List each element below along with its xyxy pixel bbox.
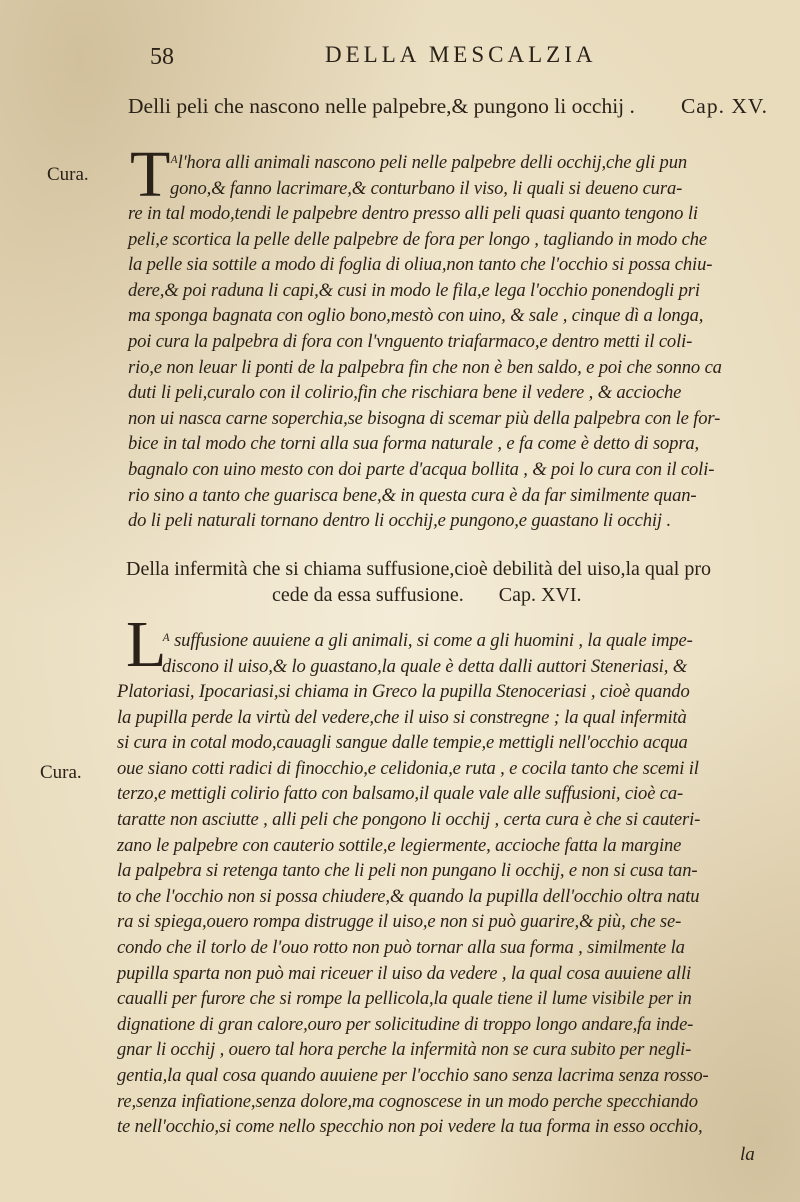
text-line: ma sponga bagnata con oglio bono,mestò con uino, & sale , cinque dì a longa,: [128, 305, 704, 327]
chapter-15-number: Cap. XV.: [680, 94, 768, 118]
catchword: la: [740, 1144, 755, 1165]
chapter-15-title-text: Delli peli che nascono nelle palpebre,& pungono li occhij .: [128, 94, 635, 118]
text-line: la pelle sia sottile a modo di foglia di oliua,non tanto che l'occhio si possa chiu-: [128, 254, 713, 276]
text-line: duti li peli,curalo con il colirio,fin che rischiara bene il vedere , & accioche: [128, 382, 682, 404]
chapter-16-number: Cap. XVI.: [498, 584, 582, 606]
text-line: la pupilla perde la virtù del vedere,che il uiso si constregne ; la qual infermità: [117, 706, 687, 728]
text-line: te nell'occhio,si come nello specchio non poi vedere la tua forma in esso occhio,: [117, 1116, 703, 1138]
text-line: do li peli naturali tornano dentro li occhij,e pungono,e guastano li occhij .: [128, 510, 671, 532]
text-line: zano le palpebre con cauterio sottile,e legiermente, accioche fatta la margine: [117, 834, 682, 856]
text-line: gnar li occhij , ouero tal hora perche la infermità non se cura subito per negli-: [117, 1039, 692, 1061]
text-line: dignatione di gran calore,ouro per solicitudine di troppo longo andare,fa inde-: [117, 1013, 694, 1035]
chapter-16-title-line-1: Della infermità che si chiama suffusione,cioè debilità del uiso,la qual pro: [126, 558, 711, 580]
text-line: discono il uiso,& lo guastano,la quale è detta dalli auttori Steneriasi, &: [162, 655, 688, 677]
text-line: ᴬl'hora alli animali nascono peli nelle palpebre delli occhij,che gli pun: [170, 152, 687, 173]
chapter-16-dropcap: L: [126, 608, 167, 681]
text-line: caualli per furore che si rompe la pellicola,la quale tiene il lume visibile per in: [117, 988, 692, 1010]
text-line: rio sino a tanto che guarisca bene,& in questa cura è da far similmente quan-: [128, 484, 697, 506]
text-line: taratte non asciutte , alli peli che pongono li occhij , certa cura è che si cauteri-: [117, 808, 701, 830]
text-line: peli,e scortica la pelle delle palpebre de fora per longo , tagliando in modo che: [128, 228, 707, 250]
chapter-16-text-head: [162, 628, 693, 679]
text-line: gono,& fanno lacrimare,& conturbano il viso, li quali si deueno cura-: [170, 177, 683, 199]
text-line: pupilla sparta non può mai riceuer il uiso da vedere , la qual cosa auuiene alli: [117, 962, 691, 984]
chapter-15-title: [128, 94, 768, 119]
chapter-16-title: [126, 556, 786, 608]
text-line: non ui nasca carne soperchia,se bisogna di scemar più della palpebra con le for-: [128, 407, 721, 429]
text-line: re,senza infiatione,senza dolore,ma cognoscese in un modo perche specchiando: [117, 1090, 698, 1112]
text-line: terzo,e mettigli colirio fatto con balsamo,il quale vale alle suffusioni, cioè ca-: [117, 783, 684, 805]
text-line: dere,& poi raduna li capi,& cusi in modo le fila,e lega l'occhio ponendogli pri: [128, 279, 700, 301]
chapter-16-text-body: [117, 679, 709, 1140]
text-line: si cura in cotal modo,cauagli sangue dalle tempie,e mettigli nell'occhio acqua: [117, 732, 688, 754]
text-line: condo che il torlo de l'ouo rotto non può tornar alla sua forma , similmente la: [117, 936, 685, 958]
running-head: DELLA MESCALZIA: [325, 42, 597, 67]
text-line: re in tal modo,tendi le palpebre dentro presso alli peli quasi quanto tengono li: [128, 203, 698, 224]
page-number: 58: [150, 44, 174, 70]
chapter-15-dropcap: T: [130, 138, 171, 211]
text-line: ᴬ suffusione auuiene a gli animali, si come a gli huomini , la quale impe-: [162, 630, 693, 651]
chapter-16-title-line-2: [126, 582, 786, 608]
chapter-16-title-line-2-text: cede da essa suffusione.: [272, 584, 464, 606]
text-line: ra si spiega,ouero rompa distrugge il uiso,e non si può guarire,& più, che se-: [117, 911, 682, 933]
text-line: to che l'occhio non si possa chiudere,& quando la pupilla dell'occhio oltra natu: [117, 885, 700, 907]
text-line: bice in tal modo che torni alla sua forma naturale , e fa come è detto di sopra,: [128, 433, 700, 455]
text-line: Platoriasi, Ipocariasi,si chiama in Greco la pupilla Stenoceriasi , cioè quando: [117, 681, 690, 702]
text-line: bagnalo con uino mesto con doi parte d'acqua bollita , & poi lo cura con il coli-: [128, 458, 715, 480]
margin-note-cura-1: Cura.: [47, 164, 89, 185]
text-line: la palpebra si retenga tanto che li peli non pungano li occhij, e non si cusa tan-: [117, 860, 698, 882]
text-line: rio,e non leuar li ponti de la palpebra fin che non è ben saldo, e poi che sonno ca: [128, 356, 722, 378]
text-line: oue siano cotti radici di finocchio,e celidonia,e ruta , e cocila tanto che scemi il: [117, 757, 699, 779]
margin-note-cura-2: Cura.: [40, 762, 82, 783]
chapter-15-text-head: [170, 150, 687, 201]
text-line: gentia,la qual cosa quando auuiene per l'occhio sano senza lacrima senza rosso-: [117, 1064, 709, 1086]
text-line: poi cura la palpebra di fora con l'vnguento triafarmaco,e dentro metti il coli-: [128, 330, 693, 352]
chapter-15-text-body: [128, 201, 722, 534]
